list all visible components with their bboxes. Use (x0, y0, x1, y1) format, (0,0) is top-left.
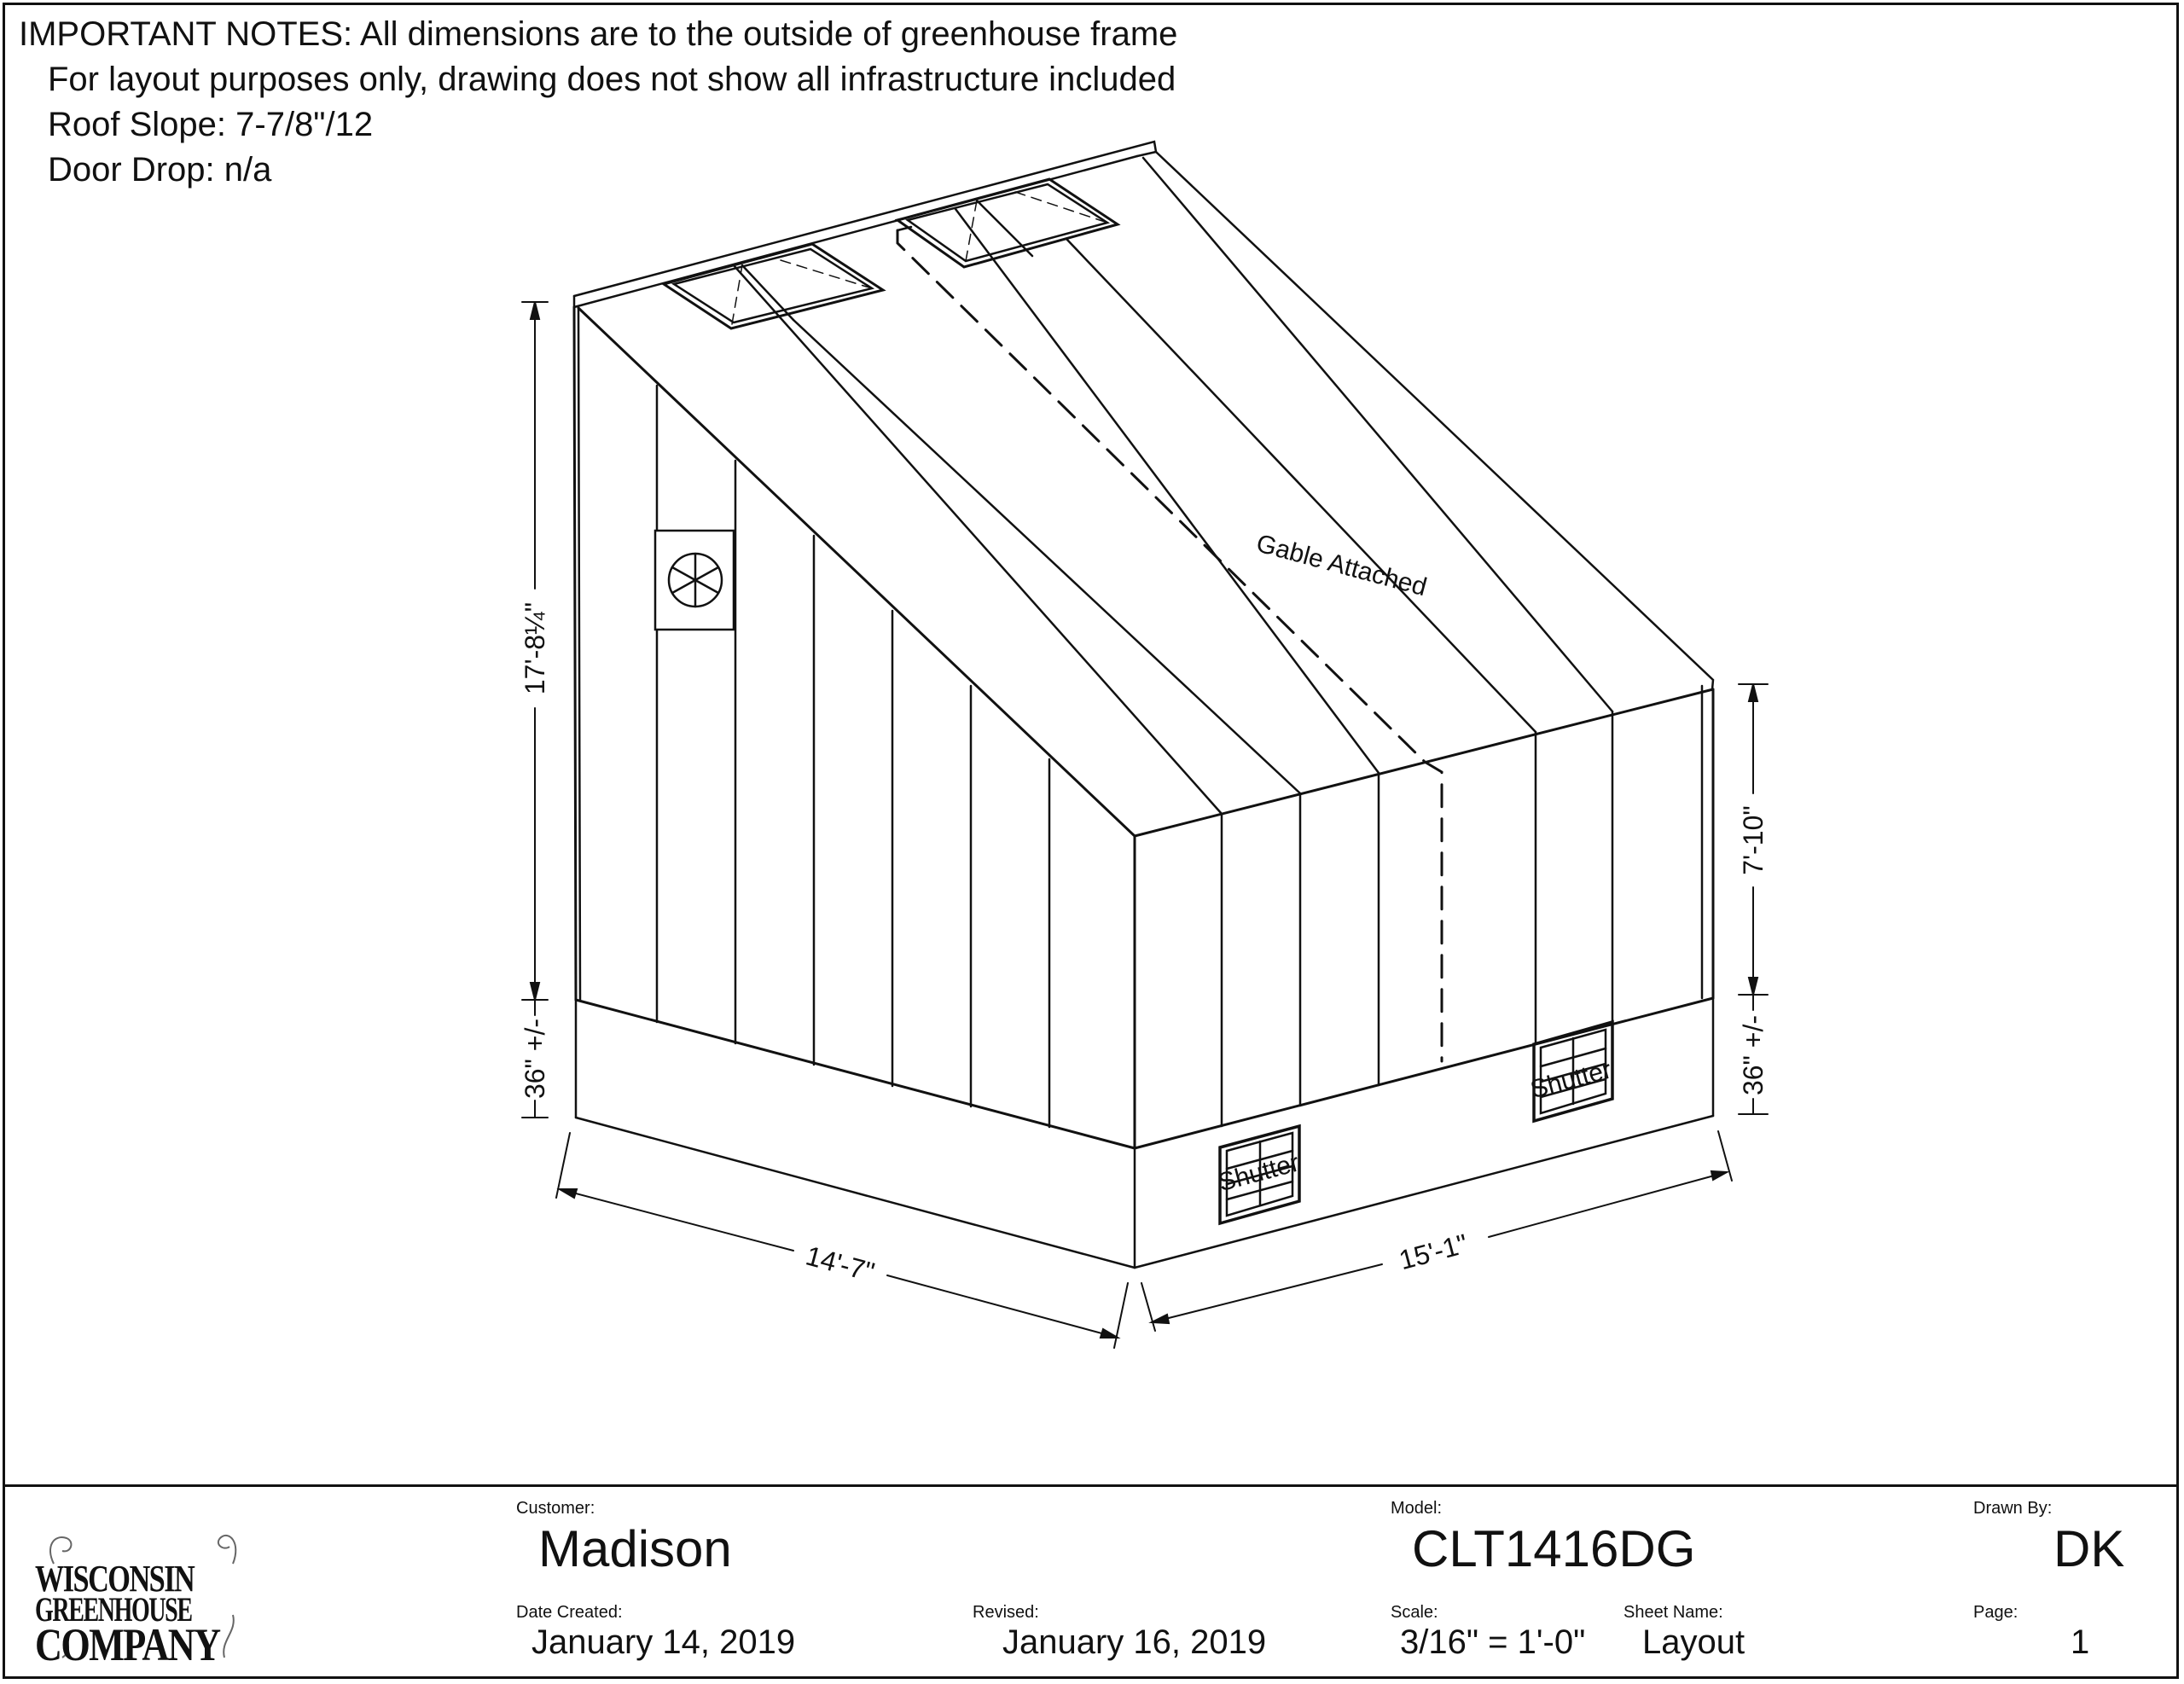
revised-value: January 16, 2019 (1002, 1623, 1267, 1661)
exhaust-fan-icon (655, 531, 734, 630)
note-line-4: Door Drop: n/a (48, 151, 272, 189)
drawn-by-label: Drawn By: (1973, 1499, 2053, 1518)
customer-label: Customer: (516, 1499, 595, 1518)
dim-length-label: 15'-1" (1396, 1228, 1472, 1276)
note-line-1: IMPORTANT NOTES: All dimensions are to the outside of greenhouse frame (19, 15, 1178, 53)
revised-label: Revised: (973, 1603, 1039, 1622)
dim-knee-right-label: 36" +/- (1738, 1014, 1769, 1096)
roof-cap (574, 142, 1713, 689)
logo-line-2: GREENHOUSE (35, 1590, 192, 1629)
dim-knee-left-label: 36" +/- (520, 1018, 550, 1100)
sheet-name-value: Layout (1642, 1623, 1745, 1661)
date-created-value: January 14, 2019 (531, 1623, 796, 1661)
gable-attached-label: Gable Attached (1253, 529, 1430, 602)
gable-attachment-line (897, 230, 1442, 1061)
sheet-name-label: Sheet Name: (1623, 1603, 1723, 1622)
scale-label: Scale: (1391, 1603, 1438, 1622)
model-label: Model: (1391, 1499, 1443, 1518)
dim-width-label: 14'-7" (802, 1240, 878, 1288)
shutter-2-label: Shutter (1527, 1055, 1615, 1105)
roof-seams (734, 158, 1612, 814)
drawn-by-value: DK (2053, 1520, 2125, 1577)
note-line-2: For layout purposes only, drawing does not show all infrastructure included (48, 61, 1176, 98)
page-label: Page: (1973, 1603, 2018, 1622)
page-value: 1 (2071, 1623, 2090, 1661)
dimension-lines (522, 302, 1768, 1348)
logo-line-3: COMPANY (35, 1619, 220, 1670)
shutter-1-label: Shutter (1215, 1148, 1303, 1198)
logo-line-1: WISCONSIN (35, 1558, 195, 1600)
date-created-label: Date Created: (516, 1603, 623, 1622)
model-value: CLT1416DG (1412, 1520, 1696, 1577)
scale-value: 3/16" = 1'-0" (1400, 1623, 1586, 1661)
title-block (3, 1484, 2179, 1680)
roof-vent-2-icon (897, 179, 1118, 267)
end-wall (574, 307, 1135, 1268)
dim-total-height-label: 17'-8¼" (520, 601, 550, 695)
roof-vent-1-icon (664, 244, 883, 328)
company-logo (28, 1513, 258, 1670)
dim-eave-height-label: 7'-10" (1738, 805, 1769, 875)
customer-value: Madison (538, 1520, 732, 1577)
note-line-3: Roof Slope: 7-7/8"/12 (48, 106, 374, 143)
